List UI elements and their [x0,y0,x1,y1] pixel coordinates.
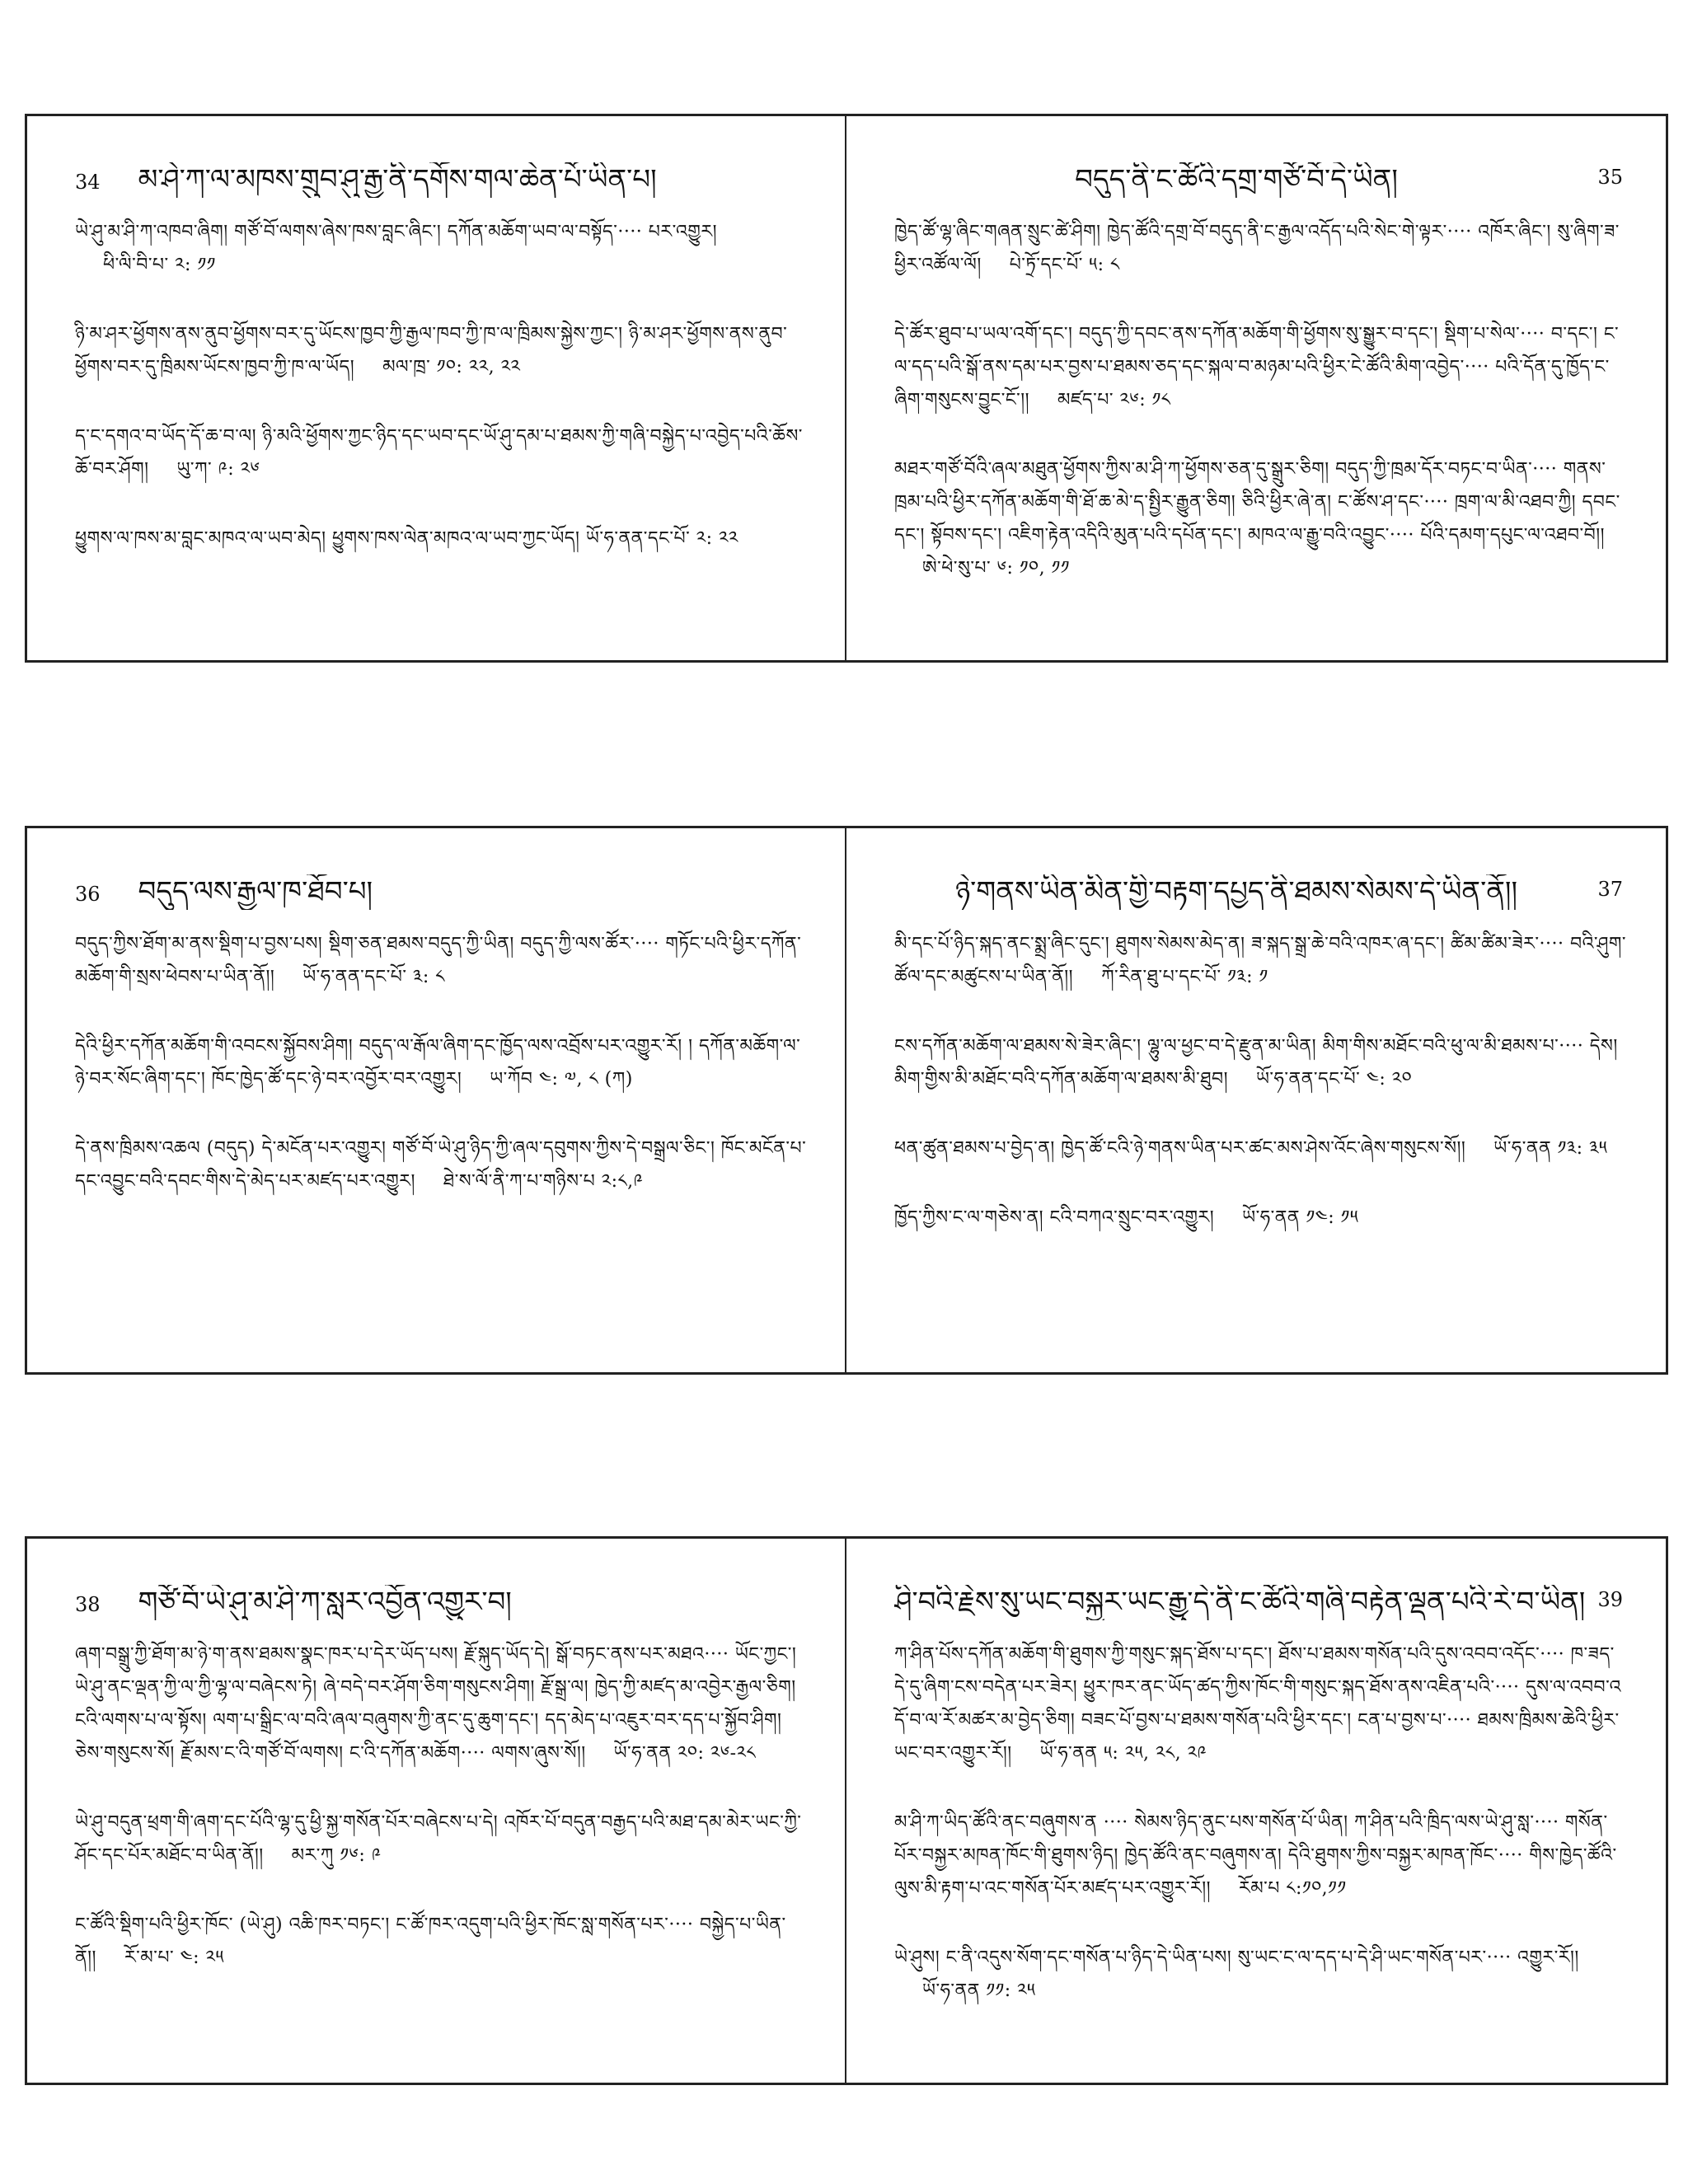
scripture-quote: ཡེ་ཤུ་མ་ཤི་ཀ་འཁབ་ཞིག། གཙོ་བོ་ལགས་ཞེས་ཁས་བླང་ཞིང་། དཀོན་མཆོག་ཡབ་ལ་བསྟོད་···· པར་འགྱུར།ཕི་ལི་བི་པ་ ༢: ༡༡ [75,221,718,275]
scripture-quote: ད་ང་དགའ་བ་ཡོད་དོ་ཆ་བ་ལ། ཉི་མའི་ཕྱོགས་ཀྱང་ཉིད་དང་ཡབ་དང་ཡོ་ཤུ་དམ་པ་ཐམས་ཀྱི་གཞི་བསྐྱེད་པ་འབྱེད་པའི་ཆོས་ཆོ་བར་ཤོག། ཡུ་ཀ་ ༩: ༢༦ [75,425,803,480]
quote-reference: མཛད་པ་ ༢༦: ༡༨ [1057,389,1171,410]
scripture-quote: མི་དང་པོ་ཉིད་སྐད་ནང་སྨྲ་ཞིང་དུང་། ཐུགས་སེམས་མེད་ན། ཟ་སྐད་སྒྲ་ཆེ་བའི་འཁར་ཞ་དང་། ཚིམ་ཚིམ་ཟེར་···· བའི་ཤུག་ཚོལ་དང་མཚུངས་པ་ཡིན་ནོ།། ཀོ་རིན་ཐུ་པ་དང་པོ་ ༡༣: ༡ [894,933,1627,987]
right-page [846,828,1666,1372]
page-header [894,162,1628,198]
scripture-quote: དེ་ནས་ཁྲིམས་འཆལ (བདུད) དེ་མངོན་པར་འགྱུར། གཙོ་བོ་ཡེ་ཤུ་ཉིད་ཀྱི་ཞལ་དབུགས་ཀྱིས་དེ་བསྒྲལ་ཅིང་། ཁོང་མངོན་པ་དང་འབྱུང་བའི་དབང་གིས་དེ་མེད་པར་མཛད་པར་འགྱུར། ཐེ་ས་ལོ་ནི་ཀ་པ་གཉིས་པ ༢:༨,༩ [75,1137,807,1192]
right-page [846,1539,1666,2083]
scripture-quote: ཕན་ཚུན་ཐམས་པ་བྱེད་ན། ཁྱེད་ཚོ་ངའི་ཉེ་གནས་ཡིན་པར་ཚང་མས་ཤེས་འོང་ཞེས་གསུངས་སོ།། ཡོ་ཧ་ནན ༡༣: ༣༥ [894,1137,1608,1159]
left-page [27,1539,846,2083]
scripture-quote: དེའི་ཕྱིར་དཀོན་མཆོག་གི་འབངས་སྐྱོབས་ཤིག། བདུད་ལ་རྒོལ་ཞིག་དང་ཁྱོད་ལས་འབྲོས་པར་འགྱུར་རོ། ། དཀོན་མཆོག་ལ་ཉེ་བར་སོང་ཞིག་དང་། ཁོང་ཁྱེད་ཚོ་དང་ཉེ་བར་འབྱོར་བར་འགྱུར། ཡ་ཀོབ ༤: ༧, ༨ (ཀ) [75,1035,801,1090]
page-title: ཉེ་གནས་ཡིན་མིན་གྱི་བརྟག་དཔྱད་ནི་ཐམས་སེམས་དེ་ཡིན་ནོ།། [954,875,1518,908]
quote-reference: ཡ་ཀོབ ༤: ༧, ༨ (ཀ) [490,1068,633,1090]
scripture-quote: ཉི་མ་ཤར་ཕྱོགས་ནས་ནུབ་ཕྱོགས་བར་དུ་ཡོངས་ཁྱབ་ཀྱི་རྒྱལ་ཁབ་ཀྱི་ཁ་ལ་ཁྲིམས་སྐྱེས་ཀྱང་། ཉི་མ་ཤར་ཕྱོགས་ནས་ནུབ་ཕྱོགས་བར་དུ་ཁྲིམས་ཡོངས་ཁྱབ་ཀྱི་ཁ་ལ་ཡོད། མལ་ཁྲ་ ༡༠: ༢༢, ༢༢ [75,323,788,377]
quote-reference: རོ་མ་པ་ ༤: ༢༥ [124,1947,224,1968]
quote-reference: ཀོ་རིན་ཐུ་པ་དང་པོ་ ༡༣: ༡ [1101,966,1268,987]
quote-reference: ཐེ་ས་ལོ་ནི་ཀ་པ་གཉིས་པ ༢:༨,༩ [443,1170,644,1192]
page-spread [25,114,1668,663]
quote-reference: ཡོ་ཧ་ནན་དང་པོ་ ༣: ༨ [302,966,445,987]
scripture-quote: ཡེ་ཤུ་བདུན་ཕྲག་གི་ཞག་དང་པོའི་ལྷ་དུ་ཕྱི་སྐྱ་གསོན་པོར་བཞེངས་པ་དེ། འཁོར་པོ་བདུན་བརྒྱད་པའི་མཐ་དམ་མེར་ཡང་ཀྱི་ཤོང་དང་པོར་མཐོང་བ་ཡིན་ནོ།། མར་ཀུ ༡༦: ༩ [75,1811,802,1866]
scripture-quote: ང་ཚོའི་སྡིག་པའི་ཕྱིར་ཁོང་ (ཡེ་ཤུ) འཆི་ཁར་བཏང་། ང་ཚོ་ཁར་འདུག་པའི་ཕྱིར་ཁོང་སླ་གསོན་པར་···· བསྐྱེད་པ་ཡིན་ནོ།། རོ་མ་པ་ ༤: ༢༥ [75,1914,786,1968]
page-header [75,874,807,910]
scripture-quote: ཞག་བསྒྲུ་ཀྱི་ཐོག་མ་ཉེ་ག་ནས་ཐམས་སྣང་ཁར་པ་དེར་ཡོད་པས། རྗོ་སྐུད་ཡོད་དེ། སྒོ་བཏང་ནས་པར་མཐའ···· ཡོང་ཀྱང་། ཡེ་ཤུ་ནང་ལྡན་ཀྱི་ལ་ཀྱི་ལྷ་ལ་བཞེངས་ཏེ། ཞེ་བདེ་བར་ཤོག་ཅིག་གསུངས་ཤིག། རྗོ་སྒྲ་ལ། ཁྱེད་ཀྱི་མཛད་མ་འབྱེར་རྒྱལ་ཅིག། ངའི་ལགས་པ་ལ་སྟོས། ལག་པ་སྒྲིང་ལ་བའི་ཞལ་བཞུགས་ཀྱི་ནང་དུ་ཆུག་དང་། དད་མེད་པ་འཇུར་བར་དད་པ་སྐྱོབ་ཤིག། ཅེས་གསུངས་སོ། རྗོ་མས་ང་འི་གཙོ་བོ་ལགས། ང་འི་དཀོན་མཆོག···· ལགས་ཞུས་སོ།། ཡོ་ཧ་ནན ༢༠: ༢༦-༢༨ [75,1643,797,1764]
scripture-quote: མ་ཤི་ཀ་ཡིད་ཚོའི་ནང་བཞུགས་ན ···· སེམས་ཉིད་ནུང་པས་གསོན་པོ་ཡིན། ཀ་ཤིན་པའི་ཁྲིད་ལས་ཡེ་ཤུ་སླ་···· གསོན་པོར་བསྐྱར་མཁན་ཁོང་གི་ཐུགས་ཉིད། ཁྱེད་ཚོའི་ནང་བཞུགས་ན། དེའི་ཐུགས་ཀྱིས་བསྐྱར་མཁན་ཁོང་···· གིས་ཁྱེད་ཚོའི་ལུས་མི་རྟག་པ་འང་གསོན་པོར་མཛད་པར་འགྱུར་རོ།། རོམ་པ ༨:༡༠,༡༡ [894,1811,1617,1899]
page-title: མ་ཤེ་ཀ་ལ་མཁས་གྲུབ་ཤུ་རྒྱ་ནི་དགོས་གལ་ཆེན་པོ་ཡིན་པ། [138,163,657,196]
page-header [75,162,807,198]
quote-reference: ཨེ་ཕེ་སུ་པ་ ༦: ༡༠, ༡༡ [922,557,1070,579]
quote-reference: ཡུ་ཀ་ ༩: ༢༦ [176,458,260,480]
scripture-quote: ཡེ་ཤུས། ང་ནི་འདུས་སོག་དང་གསོན་པ་ཉིད་དེ་ཡིན་པས། སུ་ཡང་ང་ལ་དད་པ་དེ་ཤི་ཡང་གསོན་པར་···· འགྱུར་རོ།།ཡོ་ཧ་ནན ༡༡: ༢༥ [894,1947,1579,2001]
page-header [894,1585,1628,1620]
page-number: 37 [1597,878,1623,901]
page-header [894,874,1628,910]
quote-reference: པེ་ཏྲོ་དང་པོ་ ༥: ༨ [1009,254,1120,275]
scripture-quote: མཐར་གཙོ་བོའི་ཞལ་མཐུན་ཕྱོགས་ཀྱིས་མ་ཤི་ཀ་ཕྱོགས་ཅན་དུ་སྒྲུར་ཅིག། བདུད་ཀྱི་ཁྲམ་དོར་བཏང་བ་ཡིན་···· གནས་ཁྲམ་པའི་ཕྱིར་དཀོན་མཆོག་གི་ཐོ་ཆ་མེ་ད་སྤྱིར་རྒྱུན་ཅིག། ཅིའི་ཕྱིར་ཞེ་ན། ང་ཚོས་ཤ་དང་···· ཁྲག་ལ་མི་འཐབ་ཀྱི། དབང་དང་། སྟོབས་དང་། འཇིག་རྟེན་འདིའི་མུན་པའི་དཔོན་དང་། མཁའ་ལ་རྒྱུ་བའི་འབྱུང་···· པོའི་དམག་དཔུང་ལ་འཐབ་བོ།།ཨེ་ཕེ་སུ་པ་ ༦: ༡༠, ༡༡ [894,458,1620,579]
page-spread [25,1536,1668,2085]
quote-reference: ཡོ་ཧ་ནན ༡༤: ༡༥ [1242,1207,1359,1228]
scripture-quote: དེ་ཚོར་ཐུབ་པ་ཡལ་འགོ་དང་། བདུད་ཀྱི་དབང་ནས་དཀོན་མཆོག་གི་ཕྱོགས་སུ་སྒྱུར་བ་དང་། སྡིག་པ་སེལ་···· བ་དང་། ང་ལ་དད་པའི་སྒོ་ནས་དམ་པར་བྱས་པ་ཐམས་ཅད་དང་སྐལ་བ་མཉམ་པའི་ཕྱིར་ངེ་ཚོའི་མིག་འབྱེད་···· པའི་དོན་དུ་ཁྱོད་ང་ཞིག་གསུངས་བྱུང་ངོ་།། མཛད་པ་ ༢༦: ༡༨ [894,323,1620,410]
left-page [27,116,846,660]
scripture-quote: ཁྱེད་ཚོ་ལྷ་ཞིང་གཞན་སྲུང་ཚེ་ཤིག། ཁྱེད་ཚོའི་དགྲ་བོ་བདུད་ནི་ང་རྒྱལ་འདོད་པའི་སེང་གེ་ལྟར་···· འཁོར་ཞིང་། སུ་ཞིག་ཟ་ཕྱིར་འཚོལ་ལོ། པེ་ཏྲོ་དང་པོ་ ༥: ༨ [894,221,1620,275]
scripture-quote: ཕྱུགས་ལ་ཁས་མ་བླང་མཁའ་ལ་ཡབ་མེད། ཕྱུགས་ཁས་ལེན་མཁའ་ལ་ཡབ་ཀྱང་ཡོད། ཡོ་ཧ་ནན་དང་པོ་ ༢: ༢༢ [75,527,738,549]
page-number: 36 [75,883,101,906]
quote-reference: ཕི་ལི་བི་པ་ ༢: ༡༡ [103,254,216,275]
quote-reference: མལ་ཁྲ་ ༡༠: ༢༢, ༢༢ [382,356,521,377]
page-number: 35 [1597,166,1623,189]
scripture-quote: ཀ་ཤིན་པོས་དཀོན་མཆོག་གི་ཐུགས་ཀྱི་གསུང་སྐད་ཐོས་པ་དང་། ཐོས་པ་ཐམས་གསོན་པའི་དུས་འབབ་འདོང་···· ཁ་ཟད་དེ་དུ་ཞིག་ངས་བདེན་པར་ཟེར། ཕྱུར་ཁར་ནང་ཡོད་ཚད་ཀྱིས་ཁོང་གི་གསུང་སྐད་ཐོས་ནས་འཇིན་པའི་···· དུས་ལ་འབབ་འདོ་བ་ལ་རོ་མཚར་མ་བྱེད་ཅིག། བཟང་པོ་བྱས་པ་ཐམས་གསོན་པའི་ཕྱིར་དང་། ངན་པ་བྱས་པ་···· ཐམས་ཁྲིམས་ཆེའི་ཕྱིར་ཡང་བར་འགྱུར་རོ།། ཡོ་ཧ་ནན ༥: ༢༥, ༢༨, ༢༩ [894,1643,1621,1764]
page-title: ཤི་བའི་རྗེས་སུ་ཡང་བསྐྱར་ཡང་རྒྱུ་དེ་ནི་ང་ཚོའི་གཞི་བརྟེན་ལྡན་པའི་རེ་བ་ཡིན། [894,1586,1586,1619]
scripture-quote: བདུད་ཀྱིས་ཐོག་མ་ནས་སྡིག་པ་བྱས་པས། སྡིག་ཅན་ཐམས་བདུད་ཀྱི་ཡིན། བདུད་ཀྱི་ལས་ཚོར་···· གཏོང་པའི་ཕྱིར་དཀོན་མཆོག་གི་སྲས་ཕེབས་པ་ཡིན་ནོ།། ཡོ་ཧ་ནན་དང་པོ་ ༣: ༨ [75,933,802,987]
quote-reference: ཡོ་ཧ་ནན ༡༡: ༢༥ [922,1980,1036,2001]
quote-reference: ཡོ་ཧ་ནན་དང་པོ་ ༤: ༢༠ [1255,1068,1413,1090]
quote-reference: རོམ་པ ༨:༡༠,༡༡ [1239,1877,1347,1899]
right-page [846,116,1666,660]
page-number: 34 [75,171,101,194]
page-header [75,1585,807,1620]
quote-reference: མར་ཀུ ༡༦: ༩ [291,1844,382,1866]
page-number: 39 [1597,1588,1623,1611]
scripture-quote: ཁྱོད་ཀྱིས་ང་ལ་གཅེས་ན། ངའི་བཀའ་སྲུང་བར་འགྱུར། ཡོ་ཧ་ནན ༡༤: ༡༥ [894,1207,1359,1228]
quote-reference: ཡོ་ཧ་ནན ༥: ༢༥, ༢༨, ༢༩ [1039,1742,1207,1764]
page-title: གཙོ་བོ་ཡེ་ཤུ་མ་ཤི་ཀ་སླར་འབྱོན་འགྱུར་བ། [138,1586,512,1619]
page-number: 38 [75,1593,101,1616]
left-page [27,828,846,1372]
page-title: བདུད་ནི་ང་ཚོའི་དགྲ་གཙོ་བོ་དེ་ཡིན། [1075,163,1398,196]
quote-reference: ཡོ་ཧ་ནན ༢༠: ༢༦-༢༨ [613,1742,757,1764]
scripture-quote: ངས་དཀོན་མཆོག་ལ་ཐམས་སེ་ཟེར་ཞིང་། ལྷུ་ལ་ཕྱང་བ་དེ་རྫུན་མ་ཡིན། མིག་གིས་མཐོང་བའི་ཕུ་ལ་མི་ཐམས་པ་···· དེས། མིག་གྱིས་མི་མཐོང་བའི་དཀོན་མཆོག་ལ་ཐམས་མི་ཐུབ། ཡོ་ཧ་ནན་དང་པོ་ ༤: ༢༠ [894,1035,1618,1090]
quote-reference: ཡོ་ཧ་ནན ༡༣: ༣༥ [1493,1137,1608,1159]
page-spread [25,826,1668,1375]
page-title: བདུད་ལས་རྒྱལ་ཁ་ཐོབ་པ། [138,875,373,908]
